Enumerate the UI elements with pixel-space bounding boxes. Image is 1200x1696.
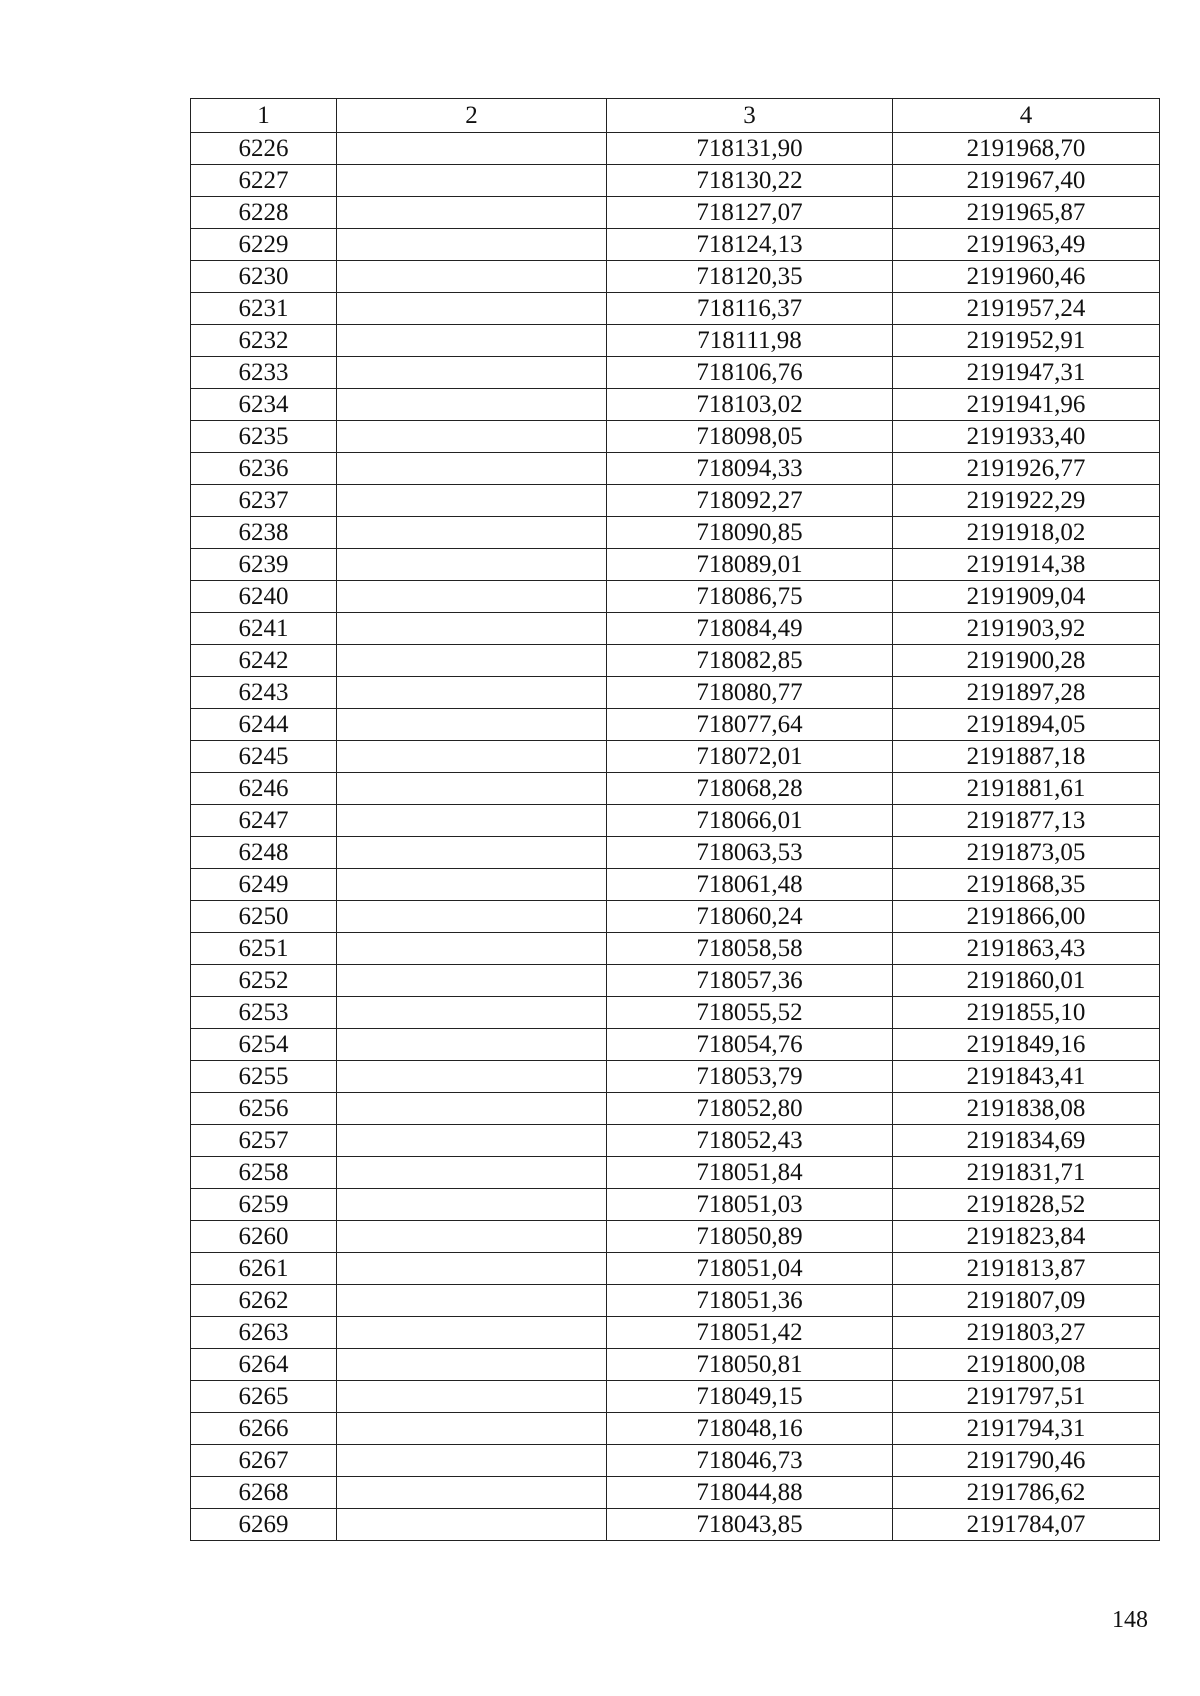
- table-cell-col-4: 2191800,08: [893, 1349, 1160, 1381]
- table-cell-col-1: 6266: [191, 1413, 337, 1445]
- table-cell-col-2: [337, 837, 607, 869]
- table-cell-col-3: 718051,84: [607, 1157, 893, 1189]
- table-row: [191, 837, 1160, 869]
- table-cell-col-4: 2191803,27: [893, 1317, 1160, 1349]
- table-cell-col-2: [337, 709, 607, 741]
- table-cell-col-2: [337, 1157, 607, 1189]
- table-row: [191, 1061, 1160, 1093]
- table-row: [191, 613, 1160, 645]
- table-row: [191, 741, 1160, 773]
- table-cell-col-1: 6258: [191, 1157, 337, 1189]
- header-cell-3: 3: [607, 99, 893, 133]
- table-cell-col-1: 6262: [191, 1285, 337, 1317]
- table-cell-col-2: [337, 517, 607, 549]
- table-cell-col-1: 6227: [191, 165, 337, 197]
- table-row: [191, 581, 1160, 613]
- table-cell-col-4: 2191897,28: [893, 677, 1160, 709]
- table-cell-col-2: [337, 1221, 607, 1253]
- table-cell-col-1: 6249: [191, 869, 337, 901]
- table-cell-col-4: 2191914,38: [893, 549, 1160, 581]
- table-row: [191, 453, 1160, 485]
- table-cell-col-4: 2191863,43: [893, 933, 1160, 965]
- table-cell-col-3: 718055,52: [607, 997, 893, 1029]
- table-cell-col-2: [337, 549, 607, 581]
- table-cell-col-3: 718068,28: [607, 773, 893, 805]
- table-cell-col-2: [337, 741, 607, 773]
- table-cell-col-1: 6257: [191, 1125, 337, 1157]
- table-row: [191, 933, 1160, 965]
- table-cell-col-4: 2191894,05: [893, 709, 1160, 741]
- table-cell-col-4: 2191868,35: [893, 869, 1160, 901]
- table-cell-col-3: 718106,76: [607, 357, 893, 389]
- table-cell-col-1: 6230: [191, 261, 337, 293]
- table-cell-col-1: 6231: [191, 293, 337, 325]
- table-row: [191, 197, 1160, 229]
- table-cell-col-3: 718063,53: [607, 837, 893, 869]
- table-cell-col-1: 6255: [191, 1061, 337, 1093]
- table-cell-col-3: 718098,05: [607, 421, 893, 453]
- table-cell-col-1: 6236: [191, 453, 337, 485]
- table-cell-col-2: [337, 1413, 607, 1445]
- table-cell-col-4: 2191877,13: [893, 805, 1160, 837]
- table-cell-col-1: 6228: [191, 197, 337, 229]
- table-cell-col-4: 2191823,84: [893, 1221, 1160, 1253]
- table-cell-col-4: 2191786,62: [893, 1477, 1160, 1509]
- table-cell-col-2: [337, 1061, 607, 1093]
- table-cell-col-1: 6268: [191, 1477, 337, 1509]
- table-cell-col-2: [337, 613, 607, 645]
- table-cell-col-4: 2191790,46: [893, 1445, 1160, 1477]
- table-cell-col-1: 6252: [191, 965, 337, 997]
- table-cell-col-4: 2191794,31: [893, 1413, 1160, 1445]
- table-cell-col-2: [337, 1349, 607, 1381]
- table-cell-col-3: 718103,02: [607, 389, 893, 421]
- coordinates-table: [190, 98, 1160, 1541]
- table-cell-col-1: 6263: [191, 1317, 337, 1349]
- table-cell-col-3: 718086,75: [607, 581, 893, 613]
- table-cell-col-2: [337, 325, 607, 357]
- table-row: [191, 965, 1160, 997]
- table-cell-col-4: 2191813,87: [893, 1253, 1160, 1285]
- table-row: [191, 485, 1160, 517]
- table-cell-col-3: 718124,13: [607, 229, 893, 261]
- table-cell-col-2: [337, 389, 607, 421]
- table-cell-col-2: [337, 805, 607, 837]
- table-cell-col-4: 2191967,40: [893, 165, 1160, 197]
- table-cell-col-3: 718044,88: [607, 1477, 893, 1509]
- coordinates-table-body: [191, 99, 1160, 1541]
- table-cell-col-1: 6264: [191, 1349, 337, 1381]
- table-cell-col-2: [337, 1509, 607, 1541]
- table-row: [191, 1413, 1160, 1445]
- header-cell-2: 2: [337, 99, 607, 133]
- table-cell-col-4: 2191807,09: [893, 1285, 1160, 1317]
- table-cell-col-3: 718051,03: [607, 1189, 893, 1221]
- table-cell-col-3: 718127,07: [607, 197, 893, 229]
- table-cell-col-1: 6260: [191, 1221, 337, 1253]
- table-cell-col-2: [337, 773, 607, 805]
- table-cell-col-2: [337, 1093, 607, 1125]
- header-cell-1: 1: [191, 99, 337, 133]
- table-cell-col-1: 6246: [191, 773, 337, 805]
- table-row: [191, 261, 1160, 293]
- table-cell-col-1: 6234: [191, 389, 337, 421]
- table-cell-col-4: 2191909,04: [893, 581, 1160, 613]
- table-row: [191, 1317, 1160, 1349]
- table-cell-col-4: 2191957,24: [893, 293, 1160, 325]
- table-cell-col-4: 2191947,31: [893, 357, 1160, 389]
- table-row: [191, 389, 1160, 421]
- table-cell-col-4: 2191849,16: [893, 1029, 1160, 1061]
- table-cell-col-3: 718046,73: [607, 1445, 893, 1477]
- table-cell-col-4: 2191918,02: [893, 517, 1160, 549]
- table-row: [191, 421, 1160, 453]
- table-cell-col-1: 6247: [191, 805, 337, 837]
- table-cell-col-3: 718092,27: [607, 485, 893, 517]
- table-cell-col-4: 2191968,70: [893, 133, 1160, 165]
- table-cell-col-3: 718058,58: [607, 933, 893, 965]
- table-cell-col-3: 718048,16: [607, 1413, 893, 1445]
- table-cell-col-3: 718116,37: [607, 293, 893, 325]
- table-row: [191, 1285, 1160, 1317]
- table-cell-col-3: 718130,22: [607, 165, 893, 197]
- table-cell-col-4: 2191960,46: [893, 261, 1160, 293]
- table-cell-col-4: 2191963,49: [893, 229, 1160, 261]
- table-cell-col-1: 6241: [191, 613, 337, 645]
- table-cell-col-1: 6250: [191, 901, 337, 933]
- table-row: [191, 1381, 1160, 1413]
- table-cell-col-2: [337, 965, 607, 997]
- table-row: [191, 133, 1160, 165]
- table-row: [191, 805, 1160, 837]
- table-cell-col-2: [337, 581, 607, 613]
- table-cell-col-4: 2191866,00: [893, 901, 1160, 933]
- table-cell-col-3: 718080,77: [607, 677, 893, 709]
- table-cell-col-3: 718049,15: [607, 1381, 893, 1413]
- table-row: [191, 1477, 1160, 1509]
- table-cell-col-1: 6259: [191, 1189, 337, 1221]
- table-row: [191, 709, 1160, 741]
- table-cell-col-2: [337, 1477, 607, 1509]
- table-cell-col-2: [337, 1029, 607, 1061]
- table-cell-col-1: 6242: [191, 645, 337, 677]
- table-cell-col-3: 718082,85: [607, 645, 893, 677]
- table-cell-col-1: 6254: [191, 1029, 337, 1061]
- table-cell-col-1: 6269: [191, 1509, 337, 1541]
- table-row: [191, 677, 1160, 709]
- table-row: [191, 1093, 1160, 1125]
- table-row: [191, 1509, 1160, 1541]
- table-cell-col-2: [337, 197, 607, 229]
- table-cell-col-3: 718131,90: [607, 133, 893, 165]
- table-cell-col-4: 2191831,71: [893, 1157, 1160, 1189]
- table-cell-col-2: [337, 229, 607, 261]
- table-cell-col-3: 718051,04: [607, 1253, 893, 1285]
- table-cell-col-1: 6267: [191, 1445, 337, 1477]
- table-cell-col-4: 2191838,08: [893, 1093, 1160, 1125]
- table-cell-col-3: 718052,80: [607, 1093, 893, 1125]
- table-row: [191, 1445, 1160, 1477]
- table-cell-col-2: [337, 1285, 607, 1317]
- table-cell-col-1: 6256: [191, 1093, 337, 1125]
- header-cell-4: 4: [893, 99, 1160, 133]
- table-cell-col-1: 6229: [191, 229, 337, 261]
- table-cell-col-2: [337, 677, 607, 709]
- table-cell-col-4: 2191843,41: [893, 1061, 1160, 1093]
- table-cell-col-4: 2191828,52: [893, 1189, 1160, 1221]
- table-cell-col-2: [337, 869, 607, 901]
- table-cell-col-2: [337, 453, 607, 485]
- page-number: 148: [1112, 1607, 1148, 1633]
- table-cell-col-1: 6235: [191, 421, 337, 453]
- table-cell-col-2: [337, 1125, 607, 1157]
- table-cell-col-3: 718054,76: [607, 1029, 893, 1061]
- table-cell-col-1: 6243: [191, 677, 337, 709]
- table-row: [191, 901, 1160, 933]
- table-cell-col-3: 718066,01: [607, 805, 893, 837]
- table-cell-col-1: 6245: [191, 741, 337, 773]
- table-cell-col-3: 718051,36: [607, 1285, 893, 1317]
- table-cell-col-4: 2191887,18: [893, 741, 1160, 773]
- table-row: [191, 1189, 1160, 1221]
- table-cell-col-3: 718120,35: [607, 261, 893, 293]
- table-cell-col-1: 6265: [191, 1381, 337, 1413]
- table-cell-col-3: 718050,81: [607, 1349, 893, 1381]
- table-row: [191, 517, 1160, 549]
- table-row: [191, 165, 1160, 197]
- table-row: [191, 869, 1160, 901]
- table-cell-col-1: 6244: [191, 709, 337, 741]
- table-cell-col-2: [337, 1189, 607, 1221]
- table-row: [191, 1349, 1160, 1381]
- table-cell-col-2: [337, 261, 607, 293]
- table-cell-col-3: 718111,98: [607, 325, 893, 357]
- table-row: [191, 229, 1160, 261]
- table-cell-col-1: 6226: [191, 133, 337, 165]
- table-cell-col-1: 6261: [191, 1253, 337, 1285]
- table-row: [191, 1253, 1160, 1285]
- table-cell-col-3: 718060,24: [607, 901, 893, 933]
- table-cell-col-4: 2191797,51: [893, 1381, 1160, 1413]
- table-cell-col-3: 718072,01: [607, 741, 893, 773]
- table-cell-col-1: 6238: [191, 517, 337, 549]
- table-cell-col-3: 718090,85: [607, 517, 893, 549]
- table-cell-col-2: [337, 165, 607, 197]
- table-cell-col-4: 2191855,10: [893, 997, 1160, 1029]
- table-cell-col-1: 6240: [191, 581, 337, 613]
- table-cell-col-3: 718053,79: [607, 1061, 893, 1093]
- table-row: [191, 1221, 1160, 1253]
- table-cell-col-4: 2191881,61: [893, 773, 1160, 805]
- table-cell-col-3: 718084,49: [607, 613, 893, 645]
- table-cell-col-1: 6248: [191, 837, 337, 869]
- table-cell-col-4: 2191900,28: [893, 645, 1160, 677]
- table-cell-col-2: [337, 293, 607, 325]
- table-row: [191, 773, 1160, 805]
- table-cell-col-4: 2191933,40: [893, 421, 1160, 453]
- table-cell-col-4: 2191873,05: [893, 837, 1160, 869]
- table-row: [191, 1125, 1160, 1157]
- table-row: [191, 549, 1160, 581]
- table-cell-col-3: 718043,85: [607, 1509, 893, 1541]
- table-cell-col-3: 718077,64: [607, 709, 893, 741]
- table-cell-col-4: 2191834,69: [893, 1125, 1160, 1157]
- table-row: [191, 293, 1160, 325]
- table-cell-col-2: [337, 485, 607, 517]
- table-cell-col-4: 2191941,96: [893, 389, 1160, 421]
- table-row: [191, 997, 1160, 1029]
- table-cell-col-3: 718061,48: [607, 869, 893, 901]
- table-cell-col-1: 6253: [191, 997, 337, 1029]
- table-cell-col-2: [337, 645, 607, 677]
- table-cell-col-1: 6239: [191, 549, 337, 581]
- table-cell-col-4: 2191903,92: [893, 613, 1160, 645]
- table-cell-col-3: 718051,42: [607, 1317, 893, 1349]
- table-cell-col-1: 6232: [191, 325, 337, 357]
- table-cell-col-2: [337, 933, 607, 965]
- table-row: [191, 1157, 1160, 1189]
- table-cell-col-2: [337, 421, 607, 453]
- table-row: [191, 325, 1160, 357]
- table-cell-col-4: 2191926,77: [893, 453, 1160, 485]
- table-cell-col-2: [337, 901, 607, 933]
- table-cell-col-1: 6233: [191, 357, 337, 389]
- table-cell-col-1: 6237: [191, 485, 337, 517]
- table-cell-col-4: 2191965,87: [893, 197, 1160, 229]
- table-cell-col-4: 2191860,01: [893, 965, 1160, 997]
- table-cell-col-2: [337, 997, 607, 1029]
- table-cell-col-4: 2191922,29: [893, 485, 1160, 517]
- table-cell-col-3: 718094,33: [607, 453, 893, 485]
- table-cell-col-2: [337, 133, 607, 165]
- table-cell-col-2: [337, 1253, 607, 1285]
- table-cell-col-4: 2191952,91: [893, 325, 1160, 357]
- table-row: [191, 1029, 1160, 1061]
- table-row: [191, 645, 1160, 677]
- table-header-row: [191, 99, 1160, 133]
- table-cell-col-3: 718050,89: [607, 1221, 893, 1253]
- table-cell-col-4: 2191784,07: [893, 1509, 1160, 1541]
- table-cell-col-2: [337, 1381, 607, 1413]
- table-cell-col-1: 6251: [191, 933, 337, 965]
- table-cell-col-3: 718052,43: [607, 1125, 893, 1157]
- table-row: [191, 357, 1160, 389]
- table-cell-col-3: 718057,36: [607, 965, 893, 997]
- table-cell-col-3: 718089,01: [607, 549, 893, 581]
- table-cell-col-2: [337, 357, 607, 389]
- table-cell-col-2: [337, 1445, 607, 1477]
- table-cell-col-2: [337, 1317, 607, 1349]
